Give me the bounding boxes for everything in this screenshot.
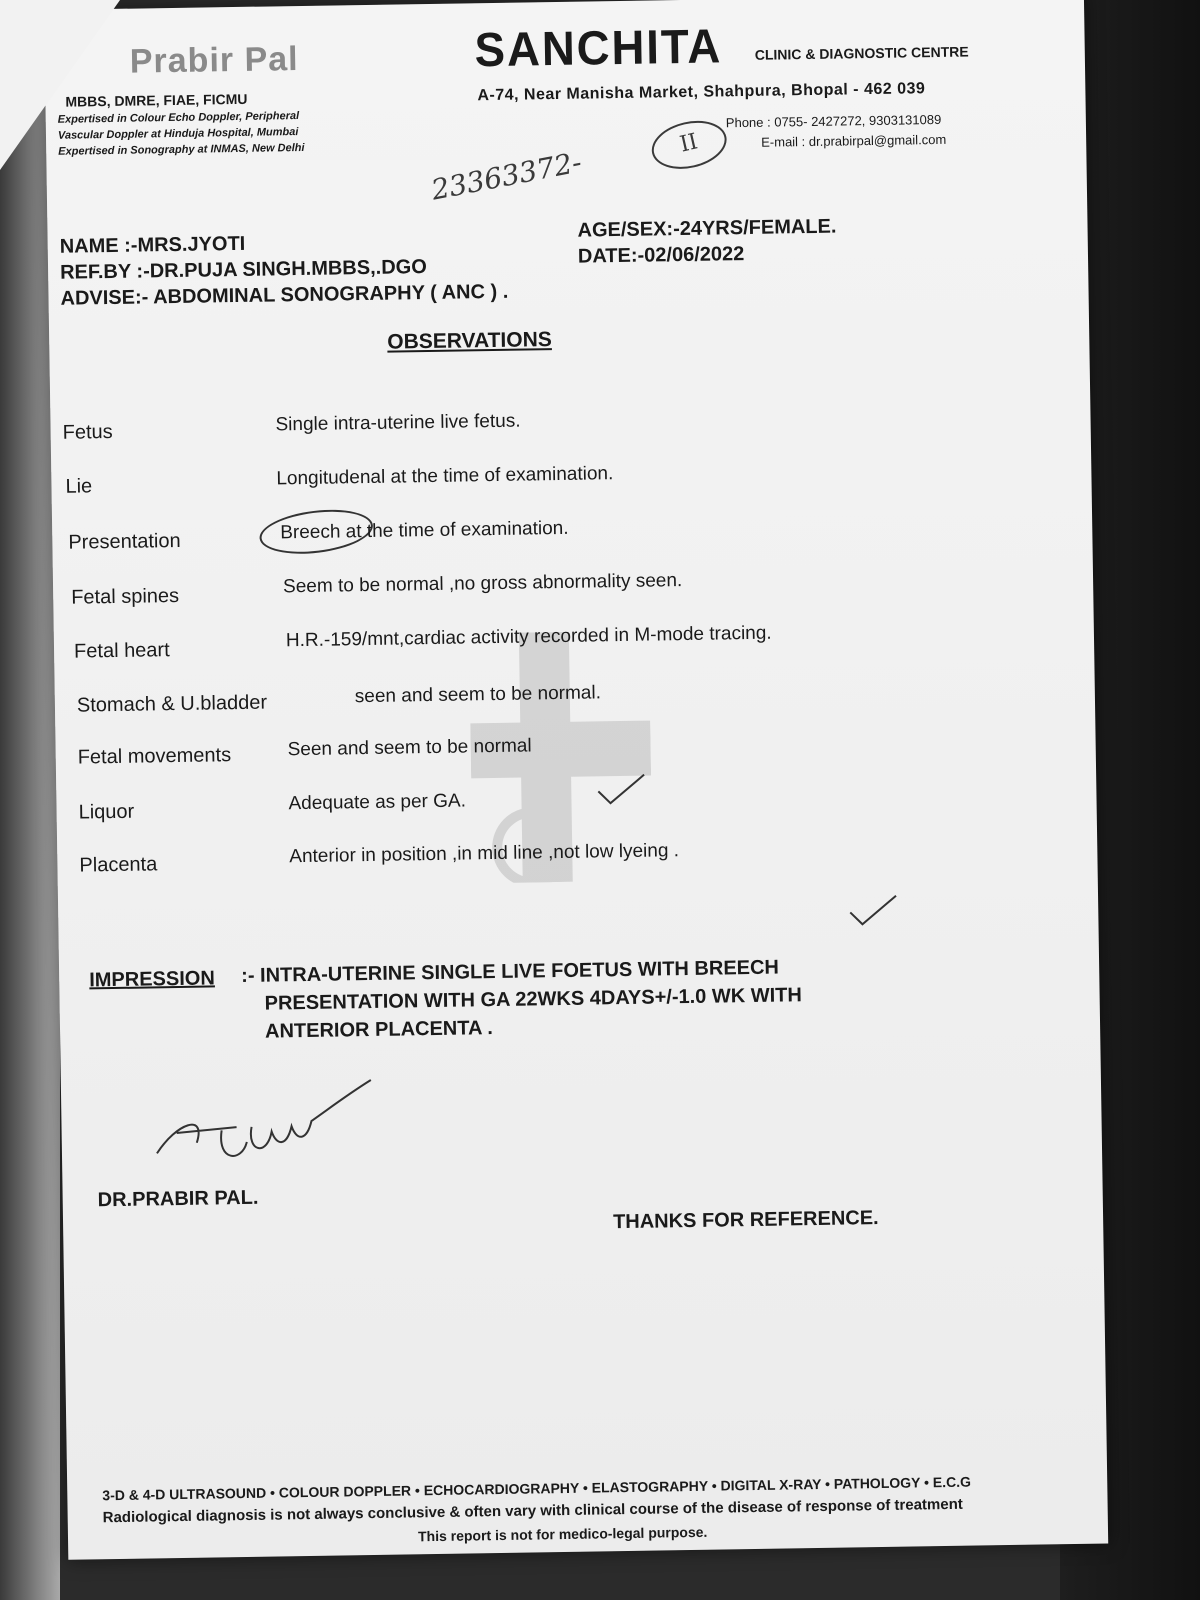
- report-paper: [44, 0, 1108, 1560]
- observation-label: Fetal heart: [73, 639, 170, 663]
- paper-corner-fold: [0, 0, 120, 170]
- footer-note: This report is not for medico-legal purpose.: [417, 1523, 708, 1545]
- doctor-expertise-line: Expertised in Sonography at INMAS, New Delhi: [58, 141, 305, 158]
- observation-value: Breech at the time of examination.: [280, 517, 569, 544]
- footer-services: 3-D & 4-D ULTRASOUND • COLOUR DOPPLER • ECHOCARDIOGRAPHY • ELASTOGRAPHY • DIGITAL X-RAY • PATHOLOGY • E.C.G: [102, 1473, 972, 1504]
- observation-label: Liquor: [78, 800, 135, 824]
- thanks-note: THANKS FOR REFERENCE.: [612, 1207, 879, 1234]
- doctor-expertise-line: Expertised in Colour Echo Doppler, Peripheral: [57, 110, 300, 126]
- impression-line: :- INTRA-UTERINE SINGLE LIVE FOETUS WITH BREECH: [241, 956, 780, 988]
- observation-value: Seem to be normal ,no gross abnormality seen.: [282, 570, 683, 598]
- observations-title: OBSERVATIONS: [387, 328, 552, 354]
- impression-label: IMPRESSION: [89, 967, 215, 992]
- advise: ADVISE:- ABDOMINAL SONOGRAPHY ( ANC ) .: [60, 280, 509, 310]
- handwritten-circled-mark: II: [647, 114, 731, 176]
- observation-value: H.R.-159/mnt,cardiac activity recorded in M-mode tracing.: [285, 622, 772, 652]
- doctor-logo-name: Prabir Pal: [129, 40, 299, 81]
- observation-label: Stomach & U.bladder: [76, 691, 268, 717]
- doctor-expertise-line: Vascular Doppler at Hinduja Hospital, Mumbai: [57, 126, 299, 142]
- clinic-email: E-mail : dr.prabirpal@gmail.com: [761, 131, 947, 150]
- clinic-name: SANCHITA: [474, 20, 723, 78]
- observation-label: Lie: [65, 475, 93, 498]
- patient-name: NAME :-MRS.JYOTI: [59, 232, 246, 258]
- clinic-address: A-74, Near Manisha Market, Shahpura, Bhopal - 462 039: [477, 80, 926, 105]
- clinic-phone: Phone : 0755- 2427272, 9303131089: [725, 111, 942, 131]
- report-date: DATE:-02/06/2022: [577, 243, 745, 268]
- patient-age-sex: AGE/SEX:-24YRS/FEMALE.: [577, 215, 837, 242]
- checkmark-icon: [848, 892, 899, 929]
- observation-label: Fetal movements: [77, 744, 232, 769]
- observation-label: Fetus: [62, 420, 113, 444]
- doctor-signature-name: DR.PRABIR PAL.: [97, 1186, 259, 1212]
- clinic-subtitle: CLINIC & DIAGNOSTIC CENTRE: [754, 43, 969, 63]
- footer-disclaimer: Radiological diagnosis is not always conclusive & often vary with clinical course of the disease of response of treatment: [102, 1495, 963, 1527]
- observation-value: Seen and seem to be normal: [287, 735, 532, 761]
- observation-value: Anterior in position ,in mid line ,not low lyeing .: [289, 840, 680, 868]
- observation-value: Adequate as per GA.: [288, 790, 467, 815]
- observation-value: Single intra-uterine live fetus.: [275, 410, 521, 436]
- observation-value: Longitudenal at the time of examination.: [276, 463, 614, 490]
- observation-label: Placenta: [79, 853, 158, 877]
- handwritten-number: 23363372-: [428, 145, 585, 207]
- checkmark-icon: [596, 771, 647, 808]
- signature-icon: [146, 1070, 378, 1179]
- observation-value: seen and seem to be normal.: [354, 682, 602, 708]
- impression-line: PRESENTATION WITH GA 22WKS 4DAYS+/-1.0 WK WITH: [264, 984, 803, 1015]
- observation-label: Presentation: [68, 529, 181, 554]
- doctor-qualifications: MBBS, DMRE, FIAE, FICMU: [65, 90, 248, 110]
- observation-label: Fetal spines: [71, 584, 180, 609]
- referred-by: REF.BY :-DR.PUJA SINGH.MBBS,.DGO: [59, 256, 427, 284]
- impression-line: ANTERIOR PLACENTA .: [264, 1017, 494, 1043]
